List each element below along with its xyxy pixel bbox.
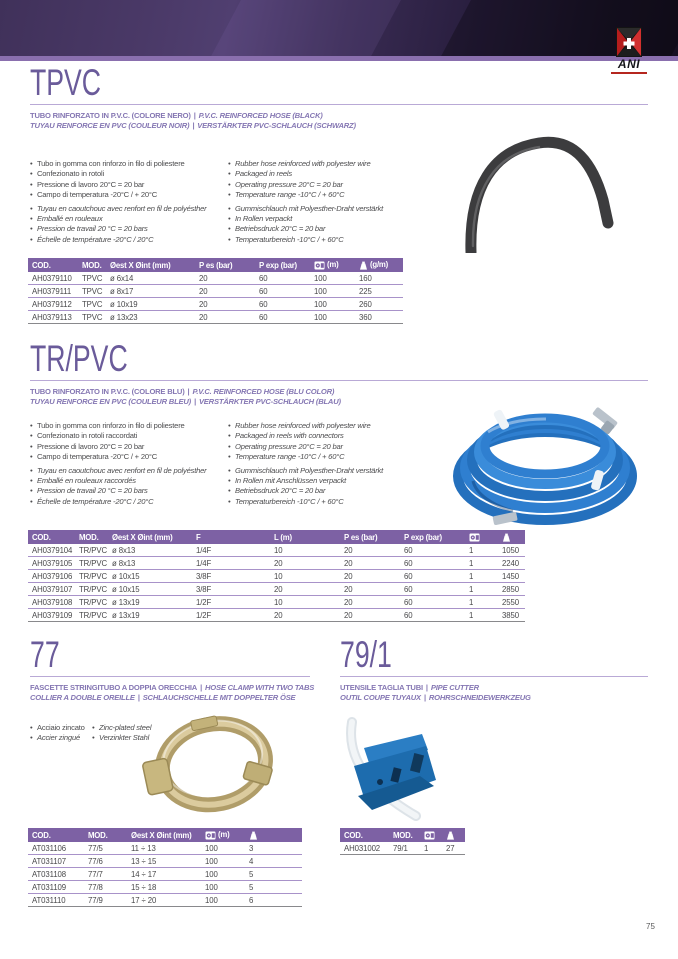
table-cell: 360 (355, 311, 403, 324)
table-cell: 20 (340, 544, 400, 557)
table-cell: 15 ÷ 18 (127, 881, 201, 894)
table-cell: 1 (465, 570, 498, 583)
tpvc-products-table (28, 258, 403, 324)
table-row (28, 842, 302, 855)
table-cell: AH0379109 (28, 609, 75, 622)
page-number: 75 (646, 922, 655, 931)
table-cell: 10 (270, 596, 340, 609)
bullet-item: • Temperaturbereich -10°C / + 60°C (228, 497, 383, 507)
table-cell: AH0379108 (28, 596, 75, 609)
table-cell: TR/PVC (75, 609, 108, 622)
weight-icon (359, 261, 368, 270)
table-cell: 100 (310, 272, 355, 285)
s791-title: 79/1 (340, 634, 392, 675)
column-header: F (192, 530, 270, 544)
column-header: COD. (28, 530, 75, 544)
table-cell: 100 (310, 298, 355, 311)
table-cell: AT031110 (28, 894, 84, 907)
table-cell: TR/PVC (75, 557, 108, 570)
table-cell: 10 (270, 570, 340, 583)
s77-title: 77 (30, 634, 60, 675)
blue-hose-coil-photo (443, 386, 648, 534)
table-cell: TPVC (78, 311, 106, 324)
column-header: L (m) (270, 530, 340, 544)
bullet-item: • Confezionato in rotoli raccordati (30, 431, 228, 441)
reel-icon (205, 831, 216, 840)
table-cell: 100 (201, 868, 245, 881)
trpvc-bullets (30, 421, 440, 507)
table-cell: AH031002 (340, 842, 389, 855)
table-cell: 100 (201, 894, 245, 907)
bullet-list-de (228, 466, 383, 508)
table-cell: 100 (201, 842, 245, 855)
bullet-list-fr (30, 204, 228, 246)
table-row (28, 609, 525, 622)
table-cell: 60 (400, 570, 465, 583)
table-cell: 225 (355, 285, 403, 298)
table-cell: 20 (195, 298, 255, 311)
table-row (28, 868, 302, 881)
table-cell: TR/PVC (75, 596, 108, 609)
s77-subtitle: FASCETTE STRINGITUBO A DOPPIA ORECCHIA | HOSE CLAMP WITH TWO TABS COLLIER A DOUBLE OREILLE | SCHLAUCHSCHELLE MIT DOPPELTER ÖSE (30, 683, 315, 702)
bullet-item: • Tuyau en caoutchouc avec renfort en fil de polyésther (30, 204, 228, 214)
bullet-item: • Pression de travail 20 °C = 20 bars (30, 486, 228, 496)
column-header: P exp (bar) (255, 258, 310, 272)
table-cell: TR/PVC (75, 570, 108, 583)
table-cell: TPVC (78, 298, 106, 311)
column-header: P exp (bar) (400, 530, 465, 544)
table-cell: 20 (340, 583, 400, 596)
title-rule (340, 676, 648, 677)
bullet-item: • Tubo in gomma con rinforzo in filo di poliestere (30, 421, 228, 431)
ani-emblem-icon (616, 27, 642, 57)
column-header: COD. (28, 828, 84, 842)
weight-icon (502, 533, 511, 542)
table-cell: 1 (465, 557, 498, 570)
table-cell: 1/4F (192, 557, 270, 570)
table-cell: 100 (310, 285, 355, 298)
bullet-item: • Zinc-plated steel (92, 723, 151, 733)
table-cell: 1 (465, 583, 498, 596)
brand-logo (606, 27, 652, 74)
table-cell: 2550 (498, 596, 525, 609)
table-cell: AT031109 (28, 881, 84, 894)
column-header (245, 828, 302, 842)
title-rule (30, 380, 648, 381)
table-cell: 20 (270, 557, 340, 570)
table-cell: AH0379106 (28, 570, 75, 583)
bullet-item: • Temperature range -10°C / + 60°C (228, 190, 383, 200)
table-cell: 4 (245, 855, 302, 868)
table-row (28, 894, 302, 907)
bullet-item: • Pression de travail 20 °C = 20 bars (30, 224, 228, 234)
weight-icon (446, 831, 455, 840)
table-cell: AT031106 (28, 842, 84, 855)
table-cell: 60 (400, 544, 465, 557)
bullet-item: • Campo di temperatura -20°C / + 20°C (30, 452, 228, 462)
bullet-list-en (228, 421, 383, 463)
table-cell: AH0379110 (28, 272, 78, 285)
table-cell: 1050 (498, 544, 525, 557)
bullet-list-it (30, 421, 228, 463)
table-cell: TPVC (78, 272, 106, 285)
table-cell: 20 (340, 596, 400, 609)
column-header: Øest X Øint (mm) (106, 258, 195, 272)
table-cell: 60 (400, 583, 465, 596)
bullet-item: • Acciaio zincato (30, 723, 92, 733)
bullet-item: • Temperature range -10°C / + 60°C (228, 452, 383, 462)
column-header: Øest X Øint (mm) (127, 828, 201, 842)
table-cell: 1 (420, 842, 442, 855)
column-header (420, 828, 442, 842)
table-cell: 3850 (498, 609, 525, 622)
table-cell: 3/8F (192, 583, 270, 596)
column-header: COD. (340, 828, 389, 842)
column-header: COD. (28, 258, 78, 272)
table-cell: TPVC (78, 285, 106, 298)
bullet-item: • Campo di temperatura -20°C / + 20°C (30, 190, 228, 200)
table-cell: 100 (310, 311, 355, 324)
table-cell: 20 (270, 609, 340, 622)
bullet-item: • Packaged in reels (228, 169, 383, 179)
table-cell: 77/7 (84, 868, 127, 881)
title-rule (30, 104, 648, 105)
bullet-item: • Gummischlauch mit Polyesther-Draht verstärkt (228, 204, 383, 214)
table-cell: 2850 (498, 583, 525, 596)
table-cell: 77/9 (84, 894, 127, 907)
table-row (28, 544, 525, 557)
table-cell: 60 (400, 609, 465, 622)
bullet-item: • Tuyau en caoutchouc avec renfort en fil de polyésther (30, 466, 228, 476)
table-row (28, 285, 403, 298)
column-header: MOD. (84, 828, 127, 842)
tpvc-title: TPVC (30, 62, 102, 103)
trpvc-table-wrap (28, 530, 525, 622)
tpvc-subtitle: TUBO RINFORZATO IN P.V.C. (COLORE NERO) | P.V.C. REINFORCED HOSE (BLACK) TUYAU RENFORCE EN PVC (COULEUR NOIR) | VERSTÄRKTER PVC-SCHLAUCH (SCHWARZ) (30, 111, 356, 130)
bullet-item: • Operating pressure 20°C = 20 bar (228, 180, 383, 190)
tpvc-bullets (30, 159, 440, 245)
table-cell: ø 10x15 (108, 570, 192, 583)
s791-products-table (340, 828, 465, 855)
bullet-item: • Tubo in gomma con rinforzo in filo di poliestere (30, 159, 228, 169)
table-cell: 100 (201, 855, 245, 868)
trpvc-subtitle: TUBO RINFORZATO IN P.V.C. (COLORE BLU) | P.V.C. REINFORCED HOSE (BLU COLOR) TUYAU RENFORCE EN PVC (COULEUR BLEU) | VERSTÄRKTER PVC-SCHLAUCH (BLAU) (30, 387, 341, 406)
column-header: (m) (201, 828, 245, 842)
bullet-item: • Pressione di lavoro 20°C = 20 bar (30, 442, 228, 452)
column-header: MOD. (389, 828, 420, 842)
table-cell: 1/2F (192, 596, 270, 609)
reel-icon (469, 533, 480, 542)
table-cell: 6 (245, 894, 302, 907)
table-row (28, 583, 525, 596)
table-cell: ø 8x13 (108, 557, 192, 570)
table-cell: 13 ÷ 15 (127, 855, 201, 868)
table-cell: 20 (195, 272, 255, 285)
column-header (442, 828, 465, 842)
table-cell: 20 (195, 285, 255, 298)
trpvc-products-table (28, 530, 525, 622)
bullet-item: • Rubber hose reinforced with polyester wire (228, 159, 383, 169)
table-cell: 160 (355, 272, 403, 285)
table-row (28, 596, 525, 609)
table-cell: 1/4F (192, 544, 270, 557)
table-cell: 60 (255, 285, 310, 298)
table-cell: 79/1 (389, 842, 420, 855)
table-cell: 60 (400, 596, 465, 609)
table-row (28, 570, 525, 583)
column-header: Øest X Øint (mm) (108, 530, 192, 544)
table-cell: ø 13x19 (108, 609, 192, 622)
s791-table-wrap (340, 828, 465, 855)
table-row (28, 557, 525, 570)
hose-clamp-photo (136, 710, 284, 820)
bullet-item: • Pressione di lavoro 20°C = 20 bar (30, 180, 228, 190)
bullet-item: • Confezionato in rotoli (30, 169, 228, 179)
s77-table-wrap (28, 828, 302, 907)
bullet-item: • Rubber hose reinforced with polyester wire (228, 421, 383, 431)
table-row (28, 298, 403, 311)
bullet-item: • Operating pressure 20°C = 20 bar (228, 442, 383, 452)
table-cell: 10 (270, 544, 340, 557)
table-cell: TR/PVC (75, 583, 108, 596)
bullet-item: • Temperaturbereich -10°C / + 60°C (228, 235, 383, 245)
table-cell: 5 (245, 868, 302, 881)
table-row (28, 855, 302, 868)
black-hose-photo (455, 128, 640, 253)
table-cell: 5 (245, 881, 302, 894)
table-cell: 60 (255, 298, 310, 311)
brand-name: ANI (617, 57, 641, 71)
table-cell: 260 (355, 298, 403, 311)
table-cell: 1450 (498, 570, 525, 583)
column-header: MOD. (78, 258, 106, 272)
table-row (28, 272, 403, 285)
column-header: P es (bar) (195, 258, 255, 272)
title-rule (30, 676, 310, 677)
table-cell: 20 (340, 609, 400, 622)
trpvc-title: TR/PVC (30, 338, 128, 379)
bullet-list-it (30, 723, 92, 733)
table-cell: ø 10x19 (106, 298, 195, 311)
s77-bullets (30, 723, 151, 744)
column-header (465, 530, 498, 544)
table-cell: 20 (270, 583, 340, 596)
bullet-list-fr (30, 466, 228, 508)
bullet-list-de (228, 204, 383, 246)
table-row (28, 881, 302, 894)
table-cell: 1 (465, 596, 498, 609)
bullet-item: • In Rollen mit Anschlüssen verpackt (228, 476, 383, 486)
table-row (28, 311, 403, 324)
s791-subtitle: UTENSILE TAGLIA TUBI | PIPE CUTTER OUTIL COUPE TUYAUX | ROHRSCHNEIDEWERKZEUG (340, 683, 531, 702)
table-cell: AH0379111 (28, 285, 78, 298)
bullet-list-it (30, 159, 228, 201)
column-header: (m) (310, 258, 355, 272)
table-cell: AH0379107 (28, 583, 75, 596)
table-cell: 77/8 (84, 881, 127, 894)
table-cell: AH0379112 (28, 298, 78, 311)
table-cell: 3 (245, 842, 302, 855)
brand-tagline-bar (611, 72, 647, 74)
table-cell: ø 6x14 (106, 272, 195, 285)
tpvc-table-wrap (28, 258, 403, 324)
table-cell: 1 (465, 544, 498, 557)
bullet-item: • Betriebsdruck 20°C = 20 bar (228, 486, 383, 496)
table-cell: ø 10x15 (108, 583, 192, 596)
banner-accent-strip (0, 56, 678, 61)
table-cell: 20 (340, 570, 400, 583)
bullet-item: • Accier zingué (30, 733, 92, 743)
bullet-list-fr (30, 733, 92, 743)
table-cell: AH0379104 (28, 544, 75, 557)
column-header: MOD. (75, 530, 108, 544)
bullet-item: • Emballé en rouleaux (30, 214, 228, 224)
bullet-item: • Packaged in reels with connectors (228, 431, 383, 441)
banner-shape (203, 0, 408, 56)
table-cell: 100 (201, 881, 245, 894)
bullet-item: • Échelle de température -20°C / 20°C (30, 497, 228, 507)
table-cell: 77/5 (84, 842, 127, 855)
weight-icon (249, 831, 258, 840)
table-cell: ø 13x23 (106, 311, 195, 324)
bullet-item: • Verzinkter Stahl (92, 733, 151, 743)
bullet-item: • Emballé en rouleaux raccordés (30, 476, 228, 486)
bullet-item: • Betriebsdruck 20°C = 20 bar (228, 224, 383, 234)
s77-products-table (28, 828, 302, 907)
table-cell: 77/6 (84, 855, 127, 868)
table-cell: 27 (442, 842, 465, 855)
table-cell: 11 ÷ 13 (127, 842, 201, 855)
table-cell: 20 (195, 311, 255, 324)
pipe-cutter-photo (336, 716, 448, 824)
top-banner (0, 0, 678, 56)
table-cell: 60 (255, 272, 310, 285)
table-cell: ø 13x19 (108, 596, 192, 609)
bullet-item: • Gummischlauch mit Polyesther-Draht verstärkt (228, 466, 383, 476)
table-cell: ø 8x13 (108, 544, 192, 557)
table-cell: AT031108 (28, 868, 84, 881)
table-cell: 14 ÷ 17 (127, 868, 201, 881)
table-cell: 1/2F (192, 609, 270, 622)
column-header: P es (bar) (340, 530, 400, 544)
bullet-list-en (228, 159, 383, 201)
table-cell: ø 8x17 (106, 285, 195, 298)
table-cell: 3/8F (192, 570, 270, 583)
column-header (498, 530, 525, 544)
table-cell: AH0379105 (28, 557, 75, 570)
reel-icon (314, 261, 325, 270)
table-cell: 60 (400, 557, 465, 570)
table-cell: 60 (255, 311, 310, 324)
table-cell: AH0379113 (28, 311, 78, 324)
table-cell: 1 (465, 609, 498, 622)
bullet-item: • In Rollen verpackt (228, 214, 383, 224)
column-header: (g/m) (355, 258, 403, 272)
reel-icon (424, 831, 435, 840)
table-cell: 17 ÷ 20 (127, 894, 201, 907)
table-cell: AT031107 (28, 855, 84, 868)
table-cell: TR/PVC (75, 544, 108, 557)
table-cell: 2240 (498, 557, 525, 570)
table-row (340, 842, 465, 855)
table-cell: 20 (340, 557, 400, 570)
bullet-item: • Échelle de température -20°C / 20°C (30, 235, 228, 245)
